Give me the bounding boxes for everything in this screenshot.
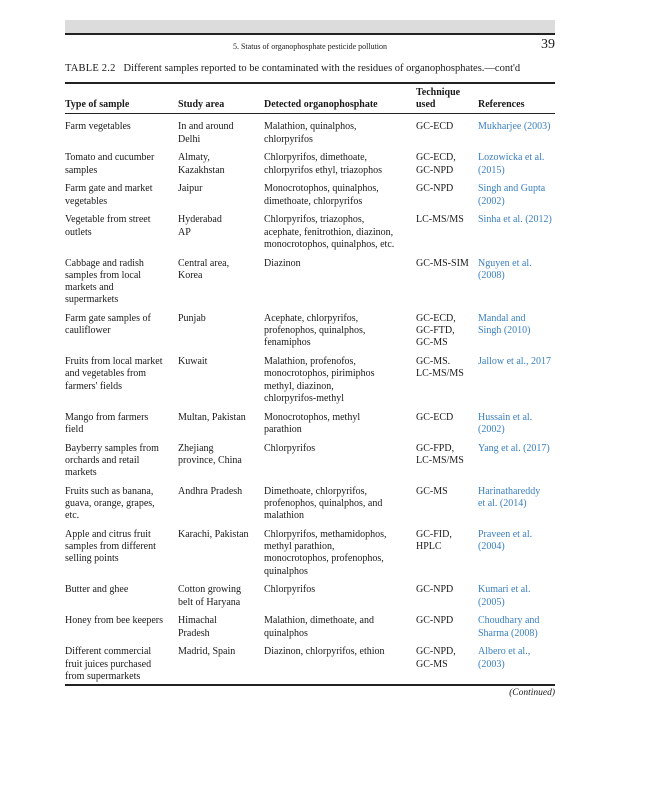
column-header: Detected organophosphate xyxy=(264,99,378,111)
table-row xyxy=(65,412,555,443)
reference-link[interactable]: Mukharjee (2003) xyxy=(478,121,551,133)
table-cell: Chlorpyrifos xyxy=(264,584,316,596)
table-cell: Kuwait xyxy=(178,356,208,368)
reference-link[interactable]: Hussain et al. (2002) xyxy=(478,411,533,435)
table-cell: Karachi, Pakistan xyxy=(178,529,249,541)
table-cell: Zhejiang province, China xyxy=(178,442,242,466)
page-number: 39 xyxy=(541,37,555,52)
table-cell: Madrid, Spain xyxy=(178,646,236,658)
table-row xyxy=(65,183,555,214)
column-header: Study area xyxy=(178,99,225,111)
reference-link[interactable]: Choudhary and Sharma (2008) xyxy=(478,615,540,639)
table-cell: Fruits such as banana, guava, orange, grapes, etc. xyxy=(65,485,155,522)
table-cell: Hyderabad AP xyxy=(178,214,222,238)
table-cell: GC-MS xyxy=(416,485,448,497)
table-cell: Jaipur xyxy=(178,183,203,195)
table-cell: Chlorpyrifos, triazophos, acephate, fenitrothion, diazinon, monocrotophos, quinalphos, etc. xyxy=(264,214,395,250)
header-band xyxy=(65,20,555,33)
table-cell: GC-ECD xyxy=(416,121,454,133)
table-row xyxy=(65,258,555,313)
table-cell: LC-MS/MS xyxy=(416,214,464,226)
table-cell: Fruits from local market and vegetables from farmers' fields xyxy=(65,356,163,392)
table-cell: Farm gate and market vegetables xyxy=(65,183,153,207)
table-row xyxy=(65,646,555,689)
table-cell: Chlorpyrifos, dimethoate, chlorpyrifos ethyl, triazophos xyxy=(264,152,383,176)
table-cell: Honey from bee keepers xyxy=(65,615,164,627)
table-cell: GC-NPD xyxy=(416,183,454,195)
reference-link[interactable]: Praveen et al. (2004) xyxy=(478,529,533,553)
table-cell: GC-MS. LC-MS/MS xyxy=(416,356,464,380)
table-cell: Malathion, profenofos, monocrotophos, pirimiphos methyl, diazinon, chlorpyrifos-methyl xyxy=(264,356,375,404)
table-cell: GC-NPD xyxy=(416,584,454,596)
table-cell: GC-FID, HPLC xyxy=(416,529,452,553)
table-cell: Himachal Pradesh xyxy=(178,615,217,639)
header-rule xyxy=(65,33,555,35)
table-cell: Farm gate samples of cauliflower xyxy=(65,313,151,337)
table-cell: Almaty, Kazakhstan xyxy=(178,152,225,176)
table-row xyxy=(65,115,555,152)
table-row xyxy=(65,529,555,584)
reference-link[interactable]: Sinha et al. (2012) xyxy=(478,214,552,226)
table-cell: Tomato and cucumber samples xyxy=(65,152,155,176)
table-caption-text: Different samples reported to be contaminated with the residues of organophosphates.—cont'd xyxy=(123,63,521,74)
table-cell: Bayberry samples from orchards and retail markets xyxy=(65,442,159,479)
table-cell: Chlorpyrifos xyxy=(264,442,316,454)
table-row xyxy=(65,313,555,356)
table-cell: Mango from farmers field xyxy=(65,411,149,435)
table-cell: Different commercial fruit juices purchased from supermarkets xyxy=(65,646,152,682)
table-cell: Central area, Korea xyxy=(178,257,230,281)
table-cell: Farm vegetables xyxy=(65,121,131,133)
table-cell: Punjab xyxy=(178,313,206,325)
table-label: TABLE 2.2 xyxy=(65,63,116,74)
reference-link[interactable]: Kumari et al. (2005) xyxy=(478,584,531,608)
table-cell: GC-ECD, GC-NPD xyxy=(416,152,456,176)
continued-note: (Continued) xyxy=(509,688,555,698)
table-cell: Butter and ghee xyxy=(65,584,129,596)
table-row xyxy=(65,443,555,486)
reference-link[interactable]: Albero et al., (2003) xyxy=(478,646,531,670)
table-caption xyxy=(65,63,555,74)
table-row xyxy=(65,486,555,529)
table-row xyxy=(65,356,555,411)
table-cell: GC-ECD xyxy=(416,411,454,423)
table-cell: GC-MS-SIM xyxy=(416,257,469,269)
table-cell: Diazinon xyxy=(264,257,301,269)
column-header: Technique used xyxy=(416,87,461,111)
table-cell: Monocrotophos, quinalphos, dimethoate, chlorpyrifos xyxy=(264,183,379,207)
table-cell: Apple and citrus fruit samples from different selling points xyxy=(65,529,156,565)
table-cell: In and around Delhi xyxy=(178,121,234,145)
table-cell: Cotton growing belt of Haryana xyxy=(178,584,242,608)
table-cell: Multan, Pakistan xyxy=(178,411,246,423)
table-cell: Diazinon, chlorpyrifos, ethion xyxy=(264,646,385,658)
table-cell: Monocrotophos, methyl parathion xyxy=(264,411,361,435)
table-cell: GC-NPD xyxy=(416,615,454,627)
reference-link[interactable]: Jallow et al., 2017 xyxy=(478,356,552,368)
table-cell: Andhra Pradesh xyxy=(178,485,243,497)
reference-link[interactable]: Nguyen et al. (2008) xyxy=(478,257,532,281)
column-header: Type of sample xyxy=(65,99,130,111)
table-row xyxy=(65,214,555,257)
samples-table xyxy=(65,84,555,690)
reference-link[interactable]: Yang et al. (2017) xyxy=(478,442,550,454)
table-row xyxy=(65,615,555,646)
table-cell: Cabbage and radish samples from local markets and supermarkets xyxy=(65,257,144,306)
table-header-row xyxy=(65,84,555,115)
running-title: 5. Status of organophosphate pesticide pollution xyxy=(232,42,388,51)
table-cell: Vegetable from street outlets xyxy=(65,214,151,238)
table-cell: Malathion, dimethoate, and quinalphos xyxy=(264,615,374,639)
table-cell: Chlorpyrifos, methamidophos, methyl parathion, monocrotophos, profenophos, quinalphos xyxy=(264,529,387,577)
table-row xyxy=(65,584,555,615)
table-cell: Dimethoate, chlorpyrifos, profenophos, quinalphos, and malathion xyxy=(264,485,383,522)
table-row xyxy=(65,152,555,183)
table-cell: Malathion, quinalphos, chlorpyrifos xyxy=(264,121,357,145)
table-cell: Acephate, chlorpyrifos, profenophos, quinalphos, fenamiphos xyxy=(264,313,366,349)
reference-link[interactable]: Lozowicka et al. (2015) xyxy=(478,152,545,176)
reference-link[interactable]: Mandal and Singh (2010) xyxy=(478,313,531,337)
table-cell: GC-NPD, GC-MS xyxy=(416,646,456,670)
column-header: References xyxy=(478,99,525,111)
reference-link[interactable]: Harinathareddy et al. (2014) xyxy=(478,485,541,510)
table-cell: GC-FPD, LC-MS/MS xyxy=(416,442,464,466)
reference-link[interactable]: Singh and Gupta (2002) xyxy=(478,183,546,207)
table-cell: GC-ECD, GC-FTD, GC-MS xyxy=(416,313,456,349)
